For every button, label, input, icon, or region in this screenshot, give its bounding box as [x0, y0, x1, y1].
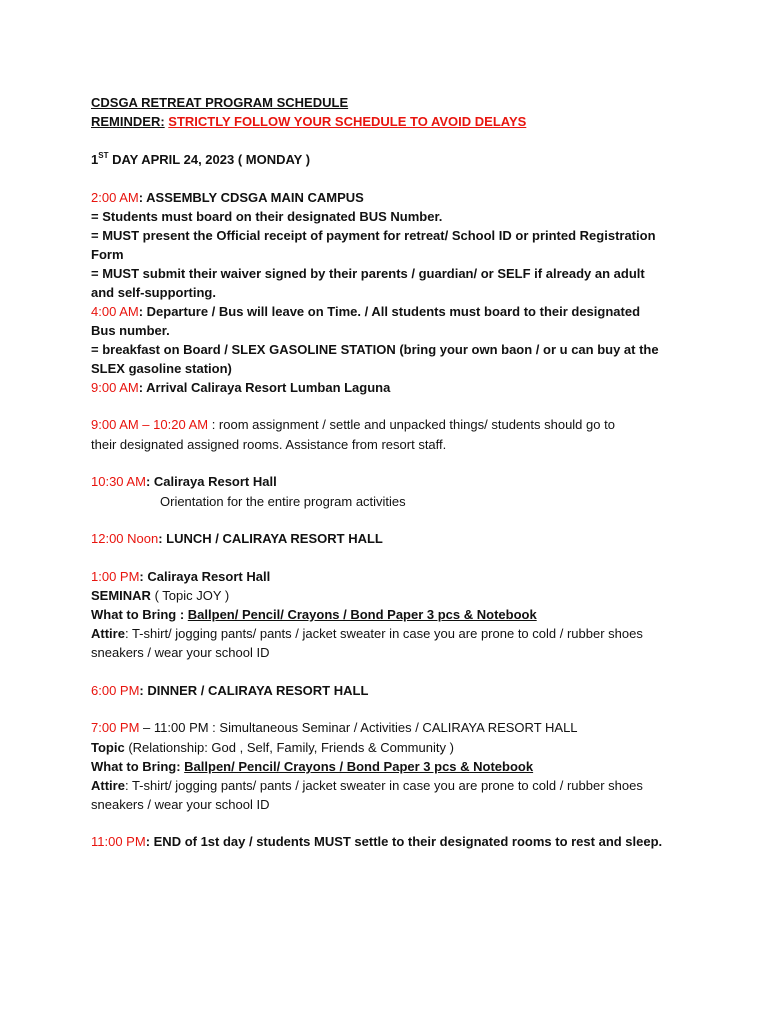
- room-time: 9:00 AM – 10:20 AM: [91, 417, 209, 432]
- arrival-text: : Arrival Caliraya Resort Lumban Laguna: [138, 380, 391, 395]
- seminar-line: [91, 568, 270, 586]
- end-line: [91, 833, 662, 851]
- departure-cont: Bus number.: [91, 323, 170, 338]
- assembly-time: 2:00 AM: [91, 190, 139, 205]
- departure-line: [91, 303, 640, 321]
- attire-label: Attire: [91, 626, 125, 641]
- reminder-text: STRICTLY FOLLOW YOUR SCHEDULE TO AVOID DELAYS: [168, 114, 527, 129]
- dinner-time: 6:00 PM: [91, 683, 140, 698]
- seminar-label: SEMINAR: [91, 588, 151, 603]
- evening-line: [91, 719, 578, 737]
- day-suffix: ST: [98, 151, 109, 160]
- evening-bring-line: [91, 758, 533, 776]
- seminar-time: 1:00 PM: [91, 569, 140, 584]
- seminar-topic-line: [91, 587, 229, 605]
- assembly-note: and self-supporting.: [91, 285, 216, 300]
- arrival-line: [91, 379, 390, 397]
- attire-label: Attire: [91, 778, 125, 793]
- seminar-attire-cont: sneakers / wear your school ID: [91, 645, 270, 660]
- orientation-line: [91, 473, 277, 491]
- attire-text: : T-shirt/ jogging pants/ pants / jacket sweater in case you are prone to cold / rubber shoes: [124, 778, 643, 793]
- topic-label: Topic: [91, 740, 125, 755]
- dinner-line: [91, 682, 368, 700]
- assembly-line: [91, 189, 364, 207]
- departure-time: 4:00 AM: [91, 304, 139, 319]
- bring-label: What to Bring: [91, 607, 177, 622]
- evening-topic-line: [91, 739, 454, 757]
- departure-note: SLEX gasoline station): [91, 361, 232, 376]
- assembly-note: = MUST present the Official receipt of payment for retreat/ School ID or printed Registration: [91, 228, 656, 243]
- seminar-bring-line: [91, 606, 537, 624]
- bring-items: Ballpen/ Pencil/ Crayons / Bond Paper 3 pcs & Notebook: [187, 607, 537, 622]
- room-text: : room assignment / settle and unpacked things/ students should go to: [208, 417, 615, 432]
- evening-topic: (Relationship: God , Self, Family, Friends & Community ): [124, 740, 454, 755]
- end-text: : END of 1st day / students MUST settle to their designated rooms to rest and sleep.: [145, 834, 663, 849]
- bring-items: Ballpen/ Pencil/ Crayons / Bond Paper 3 pcs & Notebook: [184, 759, 534, 774]
- lunch-time: 12:00 Noon: [91, 531, 159, 546]
- assembly-text: : ASSEMBLY CDSGA MAIN CAMPUS: [138, 190, 364, 205]
- reminder-label: REMINDER:: [91, 114, 165, 129]
- day-text: DAY APRIL 24, 2023 ( MONDAY ): [108, 152, 311, 167]
- seminar-text: : Caliraya Resort Hall: [139, 569, 271, 584]
- room-line: [91, 416, 615, 434]
- evening-attire-cont: sneakers / wear your school ID: [91, 797, 270, 812]
- bring-sep: :: [176, 607, 188, 622]
- doc-title: CDSGA RETREAT PROGRAM SCHEDULE: [91, 95, 349, 110]
- room-cont: their designated assigned rooms. Assistance from resort staff.: [91, 437, 447, 452]
- day-heading: [91, 151, 310, 169]
- evening-time: 7:00 PM: [91, 720, 140, 735]
- end-time: 11:00 PM: [91, 834, 146, 849]
- orientation-time: 10:30 AM: [91, 474, 146, 489]
- orientation-text: : Caliraya Resort Hall: [145, 474, 277, 489]
- assembly-note: = MUST submit their waiver signed by their parents / guardian/ or SELF if already an adult: [91, 266, 645, 281]
- departure-text: : Departure / Bus will leave on Time. / All students must board to their designated: [138, 304, 641, 319]
- lunch-text: : LUNCH / CALIRAYA RESORT HALL: [158, 531, 383, 546]
- bring-sep: :: [176, 759, 185, 774]
- evening-text: 11:00 PM : Simultaneous Seminar / Activities / CALIRAYA RESORT HALL: [153, 720, 578, 735]
- departure-note: = breakfast on Board / SLEX GASOLINE STATION (bring your own baon / or u can buy at the: [91, 342, 659, 357]
- seminar-topic: ( Topic JOY ): [150, 588, 230, 603]
- reminder-line: [91, 113, 526, 131]
- arrival-time: 9:00 AM: [91, 380, 139, 395]
- dinner-text: : DINNER / CALIRAYA RESORT HALL: [139, 683, 369, 698]
- evening-attire-line: [91, 777, 643, 795]
- seminar-attire-line: [91, 625, 643, 643]
- evening-dash: –: [139, 720, 154, 735]
- bring-label: What to Bring: [91, 759, 177, 774]
- orientation-sub: Orientation for the entire program activities: [160, 494, 406, 509]
- assembly-note: Form: [91, 247, 124, 262]
- attire-text: : T-shirt/ jogging pants/ pants / jacket sweater in case you are prone to cold / rubber shoes: [124, 626, 643, 641]
- lunch-line: [91, 530, 383, 548]
- day-number: 1: [91, 152, 99, 167]
- assembly-note: = Students must board on their designated BUS Number.: [91, 209, 443, 224]
